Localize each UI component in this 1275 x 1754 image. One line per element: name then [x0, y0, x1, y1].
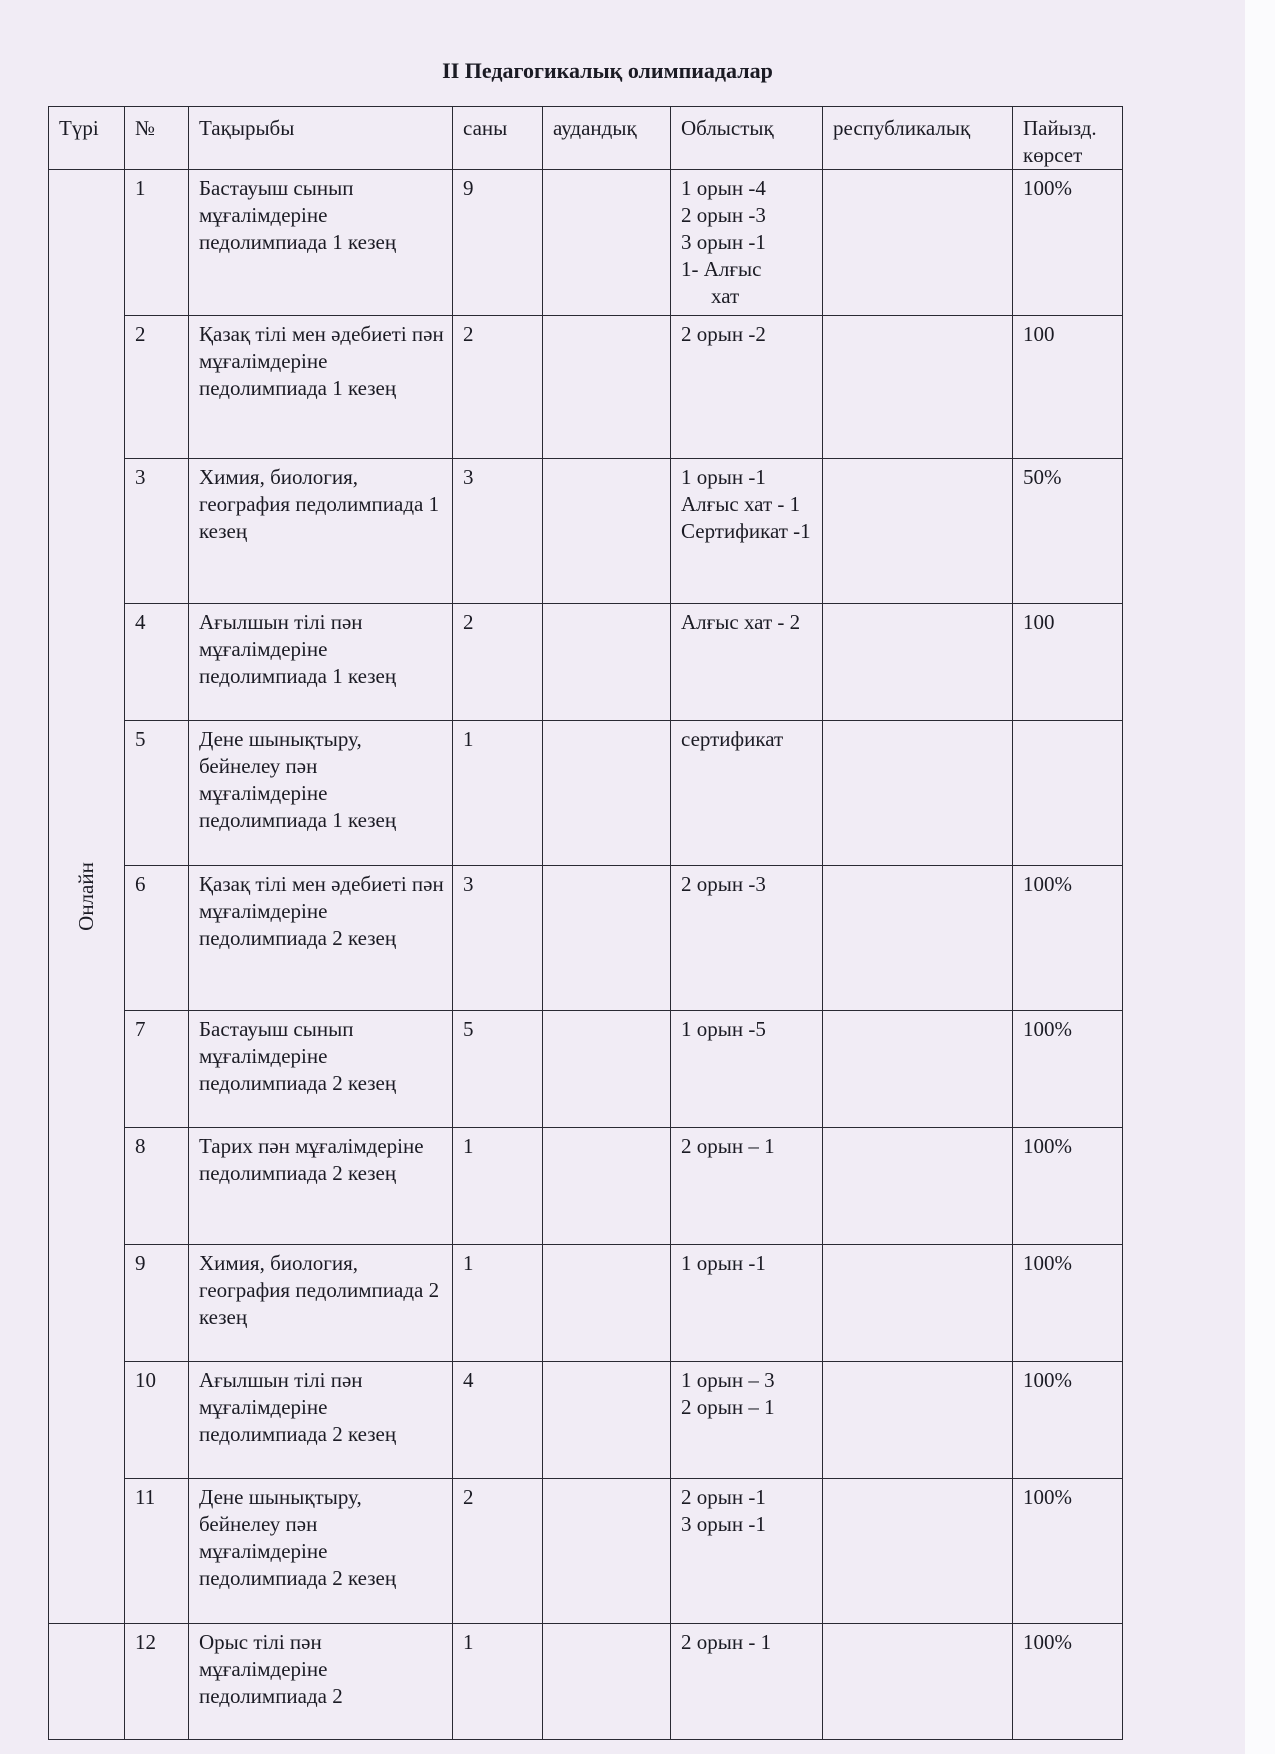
row-district — [543, 1624, 671, 1740]
regional-line: 2 орын - 1 — [681, 1630, 772, 1654]
row-topic: Қазақ тілі мен әдебиеті пән мұғалімдеріне педолимпиада 2 кезең — [189, 866, 453, 1011]
row-num: 6 — [125, 866, 189, 1011]
row-topic: Орыс тілі пән мұғалімдеріне педолимпиада 2 — [189, 1624, 453, 1740]
table-row — [49, 459, 1123, 604]
regional-line: 2 орын -3 — [681, 203, 766, 227]
row-num: 4 — [125, 604, 189, 721]
regional-line: 1- Алғыс — [681, 257, 762, 281]
row-republic — [823, 1362, 1013, 1479]
row-num: 1 — [125, 170, 189, 316]
row-num: 8 — [125, 1128, 189, 1245]
table-row — [49, 604, 1123, 721]
row-regional — [671, 1011, 823, 1128]
section-cell-empty — [49, 1624, 125, 1740]
row-topic: Дене шынықтыру, бейнелеу пән мұғалімдеріне педолимпиада 2 кезең — [189, 1479, 453, 1624]
row-district — [543, 1128, 671, 1245]
row-regional — [671, 1479, 823, 1624]
row-topic: Тарих пән мұғалімдеріне педолимпиада 2 кезең — [189, 1128, 453, 1245]
regional-line: 3 орын -1 — [681, 1512, 766, 1536]
row-regional — [671, 604, 823, 721]
row-efficiency: 100% — [1013, 1624, 1123, 1740]
row-efficiency: 100% — [1013, 1479, 1123, 1624]
row-count: 4 — [453, 1362, 543, 1479]
header-regional: Облыстық — [671, 107, 823, 170]
row-efficiency: 100 — [1013, 604, 1123, 721]
row-count: 1 — [453, 1245, 543, 1362]
row-regional — [671, 316, 823, 459]
regional-line: 2 орын -2 — [681, 322, 766, 346]
page-title: II Педагогикалық олимпиадалар — [442, 58, 773, 83]
row-republic — [823, 866, 1013, 1011]
row-regional — [671, 170, 823, 316]
row-republic — [823, 170, 1013, 316]
row-count: 3 — [453, 866, 543, 1011]
table-row — [49, 316, 1123, 459]
row-count: 1 — [453, 1128, 543, 1245]
row-efficiency: 100% — [1013, 1245, 1123, 1362]
row-district — [543, 459, 671, 604]
row-efficiency: 100% — [1013, 1128, 1123, 1245]
table-row — [49, 1362, 1123, 1479]
table-row — [49, 1624, 1123, 1740]
row-regional — [671, 866, 823, 1011]
row-topic: Бастауыш сынып мұғалімдеріне педолимпиада 1 кезең — [189, 170, 453, 316]
row-num: 3 — [125, 459, 189, 604]
regional-line: 2 орын – 1 — [681, 1395, 775, 1419]
row-topic: Бастауыш сынып мұғалімдеріне педолимпиада 2 кезең — [189, 1011, 453, 1128]
row-district — [543, 1479, 671, 1624]
row-num: 11 — [125, 1479, 189, 1624]
olympiad-table — [48, 106, 1123, 1740]
row-republic — [823, 459, 1013, 604]
regional-line: Алғыс хат - 2 — [681, 610, 801, 634]
row-topic: Қазақ тілі мен әдебиеті пән мұғалімдеріне педолимпиада 1 кезең — [189, 316, 453, 459]
row-regional — [671, 1128, 823, 1245]
row-topic: Химия, биология, география педолимпиада 1 кезең — [189, 459, 453, 604]
row-district — [543, 1362, 671, 1479]
row-topic: Химия, биология, география педолимпиада 2 кезең — [189, 1245, 453, 1362]
regional-line: 2 орын -1 — [681, 1485, 766, 1509]
row-topic: Ағылшын тілі пән мұғалімдеріне педолимпиада 1 кезең — [189, 604, 453, 721]
section-cell — [49, 170, 125, 1624]
table-row — [49, 866, 1123, 1011]
row-regional — [671, 1624, 823, 1740]
row-topic: Ағылшын тілі пән мұғалімдеріне педолимпиада 2 кезең — [189, 1362, 453, 1479]
row-district — [543, 604, 671, 721]
row-regional — [671, 721, 823, 866]
header-row — [49, 107, 1123, 170]
row-count: 2 — [453, 316, 543, 459]
table-row — [49, 1011, 1123, 1128]
row-district — [543, 1245, 671, 1362]
row-district — [543, 1011, 671, 1128]
row-republic — [823, 316, 1013, 459]
regional-line: Алғыс хат - 1 — [681, 492, 801, 516]
header-republic: республикалық — [823, 107, 1013, 170]
regional-line: 1 орын -1 — [681, 465, 766, 489]
table-row — [49, 1479, 1123, 1624]
row-num: 9 — [125, 1245, 189, 1362]
row-efficiency: 100% — [1013, 1011, 1123, 1128]
regional-line: Сертификат -1 — [681, 519, 811, 543]
row-district — [543, 170, 671, 316]
row-efficiency: 100% — [1013, 1362, 1123, 1479]
row-count: 9 — [453, 170, 543, 316]
regional-line: 1 орын -5 — [681, 1017, 766, 1041]
row-count: 1 — [453, 1624, 543, 1740]
header-district: аудандық — [543, 107, 671, 170]
table-row — [49, 170, 1123, 316]
row-republic — [823, 1011, 1013, 1128]
regional-line: 2 орын -3 — [681, 872, 766, 896]
regional-line: 1 орын -4 — [681, 176, 766, 200]
header-count: саны — [453, 107, 543, 170]
row-count: 2 — [453, 1479, 543, 1624]
header-num: № — [125, 107, 189, 170]
regional-line: 3 орын -1 — [681, 230, 766, 254]
section-label: Онлайн — [74, 862, 98, 931]
row-republic — [823, 1245, 1013, 1362]
regional-line: 1 орын – 3 — [681, 1368, 775, 1392]
regional-line: 1 орын -1 — [681, 1251, 766, 1275]
row-efficiency: 50% — [1013, 459, 1123, 604]
row-republic — [823, 604, 1013, 721]
table-row — [49, 1245, 1123, 1362]
row-count: 3 — [453, 459, 543, 604]
regional-line: 2 орын – 1 — [681, 1134, 775, 1158]
row-num: 7 — [125, 1011, 189, 1128]
table-row — [49, 721, 1123, 866]
row-efficiency: 100% — [1013, 866, 1123, 1011]
row-republic — [823, 1128, 1013, 1245]
header-efficiency: Пайызд. көрсет — [1013, 107, 1123, 170]
header-turi: Түрі — [49, 107, 125, 170]
row-district — [543, 721, 671, 866]
row-num: 12 — [125, 1624, 189, 1740]
row-district — [543, 866, 671, 1011]
row-topic: Дене шынықтыру, бейнелеу пән мұғалімдеріне педолимпиада 1 кезең — [189, 721, 453, 866]
row-regional — [671, 1362, 823, 1479]
row-num: 10 — [125, 1362, 189, 1479]
row-republic — [823, 1479, 1013, 1624]
row-efficiency: 100 — [1013, 316, 1123, 459]
row-efficiency — [1013, 721, 1123, 866]
row-efficiency: 100% — [1013, 170, 1123, 316]
row-count: 1 — [453, 721, 543, 866]
row-regional — [671, 459, 823, 604]
row-count: 2 — [453, 604, 543, 721]
regional-line: хат — [711, 284, 740, 308]
row-regional — [671, 1245, 823, 1362]
regional-line: сертификат — [681, 727, 784, 751]
row-count: 5 — [453, 1011, 543, 1128]
row-num: 5 — [125, 721, 189, 866]
table-row — [49, 1128, 1123, 1245]
header-topic: Тақырыбы — [189, 107, 453, 170]
page-edge — [1245, 0, 1275, 1754]
row-republic — [823, 1624, 1013, 1740]
row-num: 2 — [125, 316, 189, 459]
row-district — [543, 316, 671, 459]
row-republic — [823, 721, 1013, 866]
